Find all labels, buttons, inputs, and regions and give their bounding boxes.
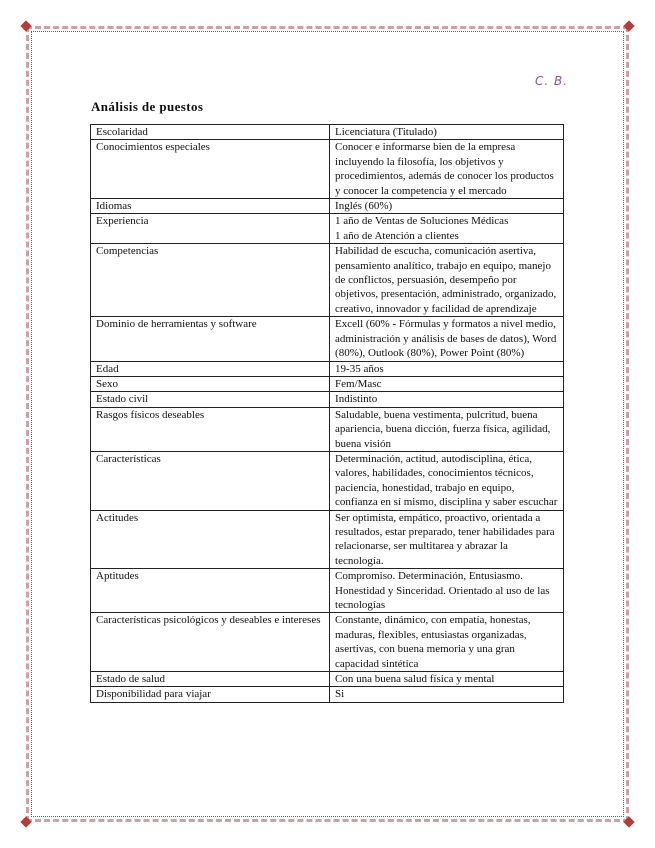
row-label: Disponibilidad para viajar <box>91 687 330 702</box>
row-value: Compromiso. Determinación, Entusiasmo. Honestidad y Sinceridad. Orientado al uso de las tecnologías <box>330 569 564 613</box>
row-value: Ser optimista, empático, proactivo, orientada a resultados, estar preparado, tener habilidades para relacionarse, ser multitarea y abrazar la tecnología. <box>330 510 564 569</box>
table-row <box>91 392 564 407</box>
row-value: Inglés (60%) <box>330 199 564 214</box>
table-row <box>91 125 564 140</box>
table-row <box>91 510 564 569</box>
table-row <box>91 361 564 376</box>
row-label: Dominio de herramientas y software <box>91 317 330 361</box>
table-row <box>91 214 564 244</box>
row-label: Competencias <box>91 244 330 317</box>
table-row <box>91 569 564 613</box>
table-row <box>91 376 564 391</box>
row-value: Si <box>330 687 564 702</box>
row-label: Características psicológicos y deseables e intereses <box>91 613 330 672</box>
row-label: Idiomas <box>91 199 330 214</box>
table-row <box>91 244 564 317</box>
author-initials: C. B. <box>535 74 569 88</box>
row-value: Saludable, buena vestimenta, pulcritud, buena apariencia, buena dicción, fuerza física, agilidad, buena visión <box>330 407 564 451</box>
row-value: 19-35 años <box>330 361 564 376</box>
row-label: Estado de salud <box>91 672 330 687</box>
row-value: Con una buena salud física y mental <box>330 672 564 687</box>
row-label: Aptitudes <box>91 569 330 613</box>
table-row <box>91 140 564 199</box>
table-row <box>91 687 564 702</box>
table-row <box>91 451 564 510</box>
row-value: Constante, dinámico, con empatía, honestas, maduras, flexibles, entusiastas organizadas, asertivas, con buena memoria y una gran capacidad sintética <box>330 613 564 672</box>
row-value: Conocer e informarse bien de la empresa incluyendo la filosofía, los objetivos y procedimientos, además de conocer los productos y conocer la competencia y el mercado <box>330 140 564 199</box>
page-title: Análisis de puestos <box>91 99 204 114</box>
table-row <box>91 407 564 451</box>
table-row <box>91 613 564 672</box>
table-body <box>91 125 564 703</box>
job-analysis-table-container <box>90 124 564 703</box>
table-row <box>91 199 564 214</box>
row-label: Rasgos físicos deseables <box>91 407 330 451</box>
row-value: Habilidad de escucha, comunicación asertiva, pensamiento analítico, trabajo en equipo, manejo de conflictos, persuasión, desempeño por objetivos, presentación, administrado, organizado, creativo, innovador y facilidad de aprendizaje <box>330 244 564 317</box>
table-row <box>91 672 564 687</box>
row-label: Conocimientos especiales <box>91 140 330 199</box>
row-value: 1 año de Ventas de Soluciones Médicas 1 año de Atención a clientes <box>330 214 564 244</box>
row-value: Excell (60% - Fórmulas y formatos a nivel medio, administración y análisis de bases de datos), Word (80%), Outlook (80%), Power Point (80%) <box>330 317 564 361</box>
row-value: Licenciatura (Titulado) <box>330 125 564 140</box>
job-analysis-table <box>90 124 564 703</box>
row-label: Sexo <box>91 376 330 391</box>
row-label: Experiencia <box>91 214 330 244</box>
row-value: Fem/Masc <box>330 376 564 391</box>
table-row <box>91 317 564 361</box>
row-label: Edad <box>91 361 330 376</box>
row-value: Determinación, actitud, autodisciplina, ética, valores, habilidades, conocimientos técnicos, paciencia, honestidad, trabajo en equipo, confianza en sí mismo, disciplina y saber escuchar <box>330 451 564 510</box>
row-label: Estado civil <box>91 392 330 407</box>
row-label: Actitudes <box>91 510 330 569</box>
row-label: Características <box>91 451 330 510</box>
row-label: Escolaridad <box>91 125 330 140</box>
row-value: Indistinto <box>330 392 564 407</box>
